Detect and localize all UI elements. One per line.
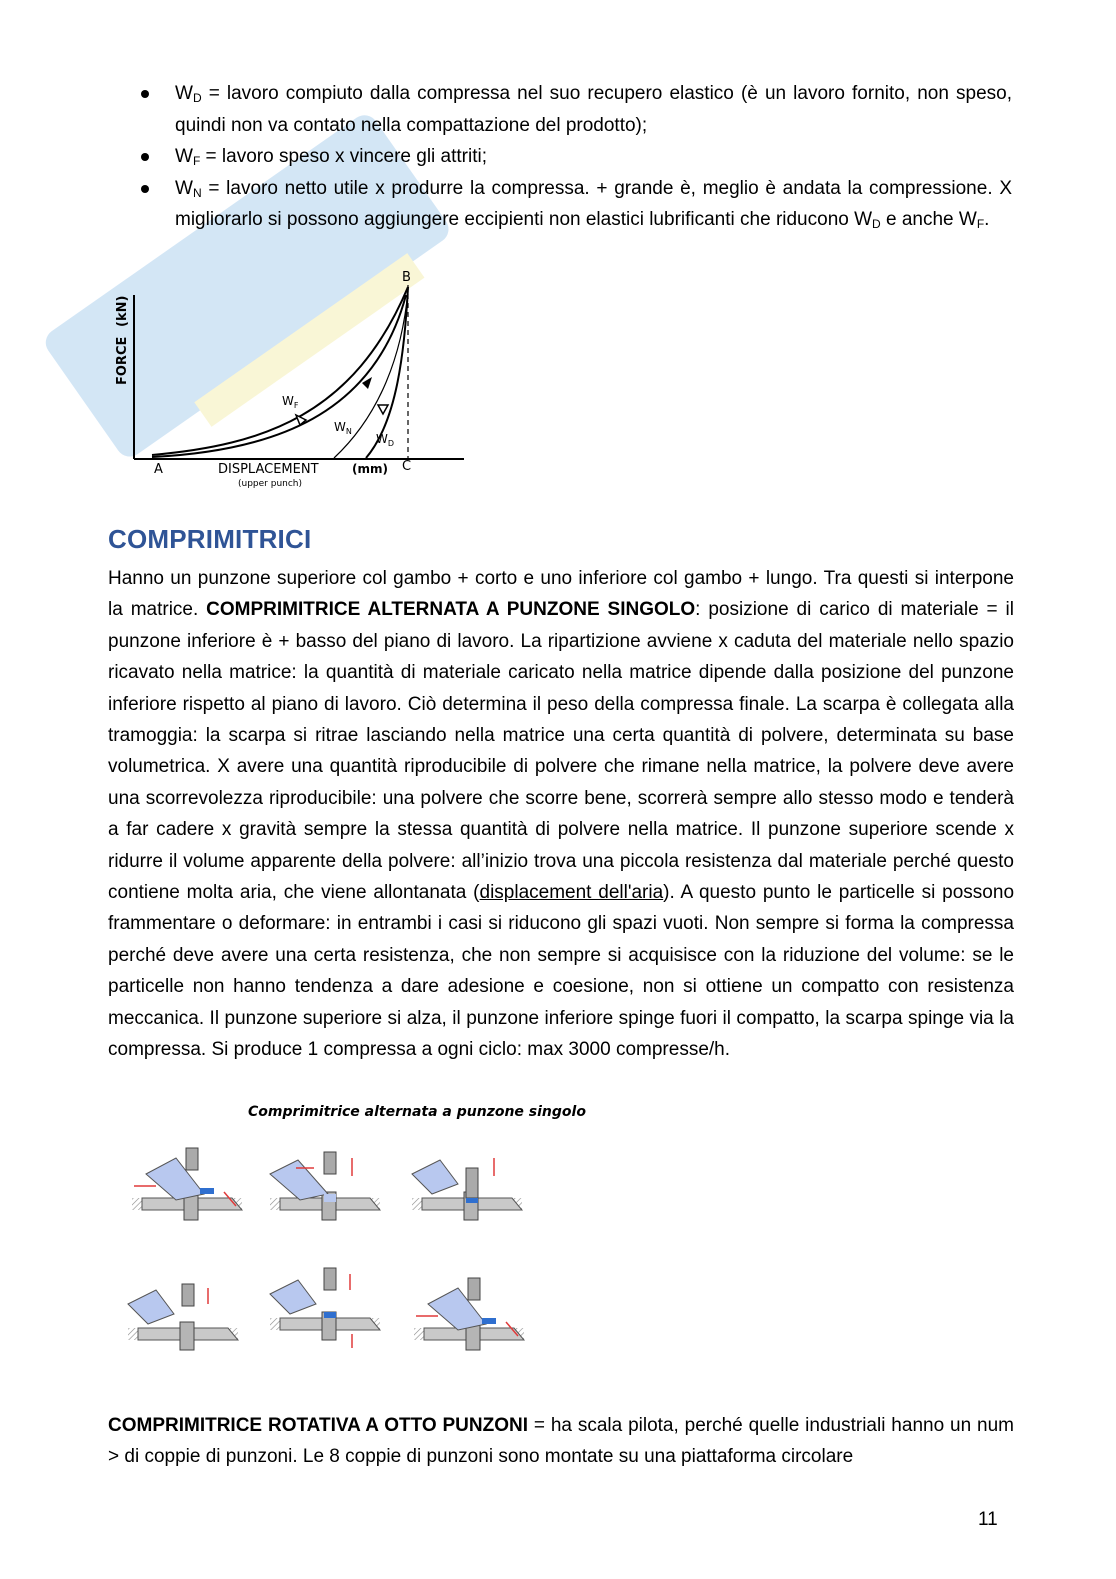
section-title: COMPRIMITRICI: [108, 524, 312, 554]
x-axis-sublabel: (upper punch): [238, 479, 303, 489]
comprimitrici-paragraph: Hanno un punzone superiore col gambo + corto e uno inferiore col gambo + lungo. Tra questi si interpone la matrice. COMPRIMITRICE ALTERNATA A PUNZONE SINGOLO: posizione di carico di materiale = il punzone inferiore è + basso del piano di lavoro. La ripartizione avviene x caduta del materiale nello spazio ricavato nella matrice: la quantità di materiale caricato nella matrice dipende dalla posizione del punzone inferiore rispetto al piano di lavoro. Ciò determina il peso della compressa finale. La scarpa è collegata alla tramoggia: la scarpa si ritrae lasciando nella matrice una certa quantità di polvere, determinata su base volumetrica. X avere una quantità riproducibile di polvere che rimane nella matrice, la polvere deve avere una scorrevolezza riproducibile: una polvere che scorre bene, scorrerà sempre allo stesso modo e tenderà a far cadere x gravità sempre la stessa quantità di polvere nella matrice. Il punzone superiore scende x ridurre il volume apparente della polvere: all’inizio trova una piccola resistenza dal materiale perché questo contiene molta aria, che viene allontanata (displacement dell'aria). A questo punto le particelle si possono frammentare o deformare: in entrambi i casi si riducono gli spazi vuoti. Non sempre si forma la compressa perché deve avere una certa resistenza, che non sempre si acquisisce con la riduzione del volume: se le particelle non hanno tendenza a dare adesione e coesione, non si ottiene un compatto con resistenza meccanica. Il punzone superiore si alza, il punzone inferiore spinge fuori il compatto, la scarpa spinge via la compressa. Si produce 1 compressa a ogni ciclo: max 3000 compresse/h.: [108, 568, 1015, 1061]
stage-5: [270, 1268, 380, 1348]
alternata-term: COMPRIMITRICE ALTERNATA A PUNZONE SINGOLO: [206, 599, 696, 621]
figure-caption: Comprimitrice alternata a punzone singolo: [248, 1104, 586, 1120]
friction-curve: [152, 295, 406, 457]
displacement-link: displacement dell'aria: [479, 882, 664, 904]
stage-3: [412, 1158, 522, 1220]
arrow-triangle-right: [378, 405, 388, 414]
stage-2: [270, 1152, 380, 1220]
bullet-wf: $W_F$ = lavoro speso x vincere gli attriti;: [134, 141, 1012, 173]
y-axis-unit: (kN): [115, 295, 130, 327]
bullet-wd: $W_D$ = lavoro compiuto dalla compressa nel suo recupero elastico (è un lavoro fornito, non speso, quindi non va contato nella compattazione del prodotto);: [134, 78, 1012, 141]
point-c-label: C: [402, 459, 412, 474]
stage-6: [414, 1278, 524, 1350]
wf-label: $W_F$: [282, 394, 299, 410]
stage-4: [128, 1284, 238, 1350]
work-definitions-list: [134, 78, 1012, 236]
wd-label: $W_D$: [376, 432, 395, 448]
y-axis-label: FORCE: [115, 336, 130, 385]
page-number: 11: [978, 1509, 998, 1530]
rotativa-paragraph: COMPRIMITRICE ROTATIVA A OTTO PUNZONI = ha scala pilota, perché quelle industriali hanno un num > di coppie di punzoni. Le 8 coppie di punzoni sono montate su una piattaforma circolare: [108, 1415, 1014, 1468]
point-b-label: B: [402, 270, 411, 285]
rotativa-term: COMPRIMITRICE ROTATIVA A OTTO PUNZONI: [108, 1415, 528, 1436]
force-displacement-graph: [104, 265, 472, 497]
x-axis-unit: (mm): [352, 462, 388, 476]
point-a-label: A: [154, 462, 163, 477]
bullet-wn: $W_N$ = lavoro netto utile x produrre la compressa. + grande è, meglio è andata la compressione. X migliorarlo si possono aggiungere eccipienti non elastici lubrificanti che riducono $W_D$ e anche $W_F$.: [134, 173, 1012, 236]
x-axis-label: DISPLACEMENT: [218, 462, 319, 477]
wn-label: $W_N$: [334, 420, 352, 436]
stage-1: [132, 1148, 242, 1220]
punch-stages-figure: [122, 1138, 552, 1378]
